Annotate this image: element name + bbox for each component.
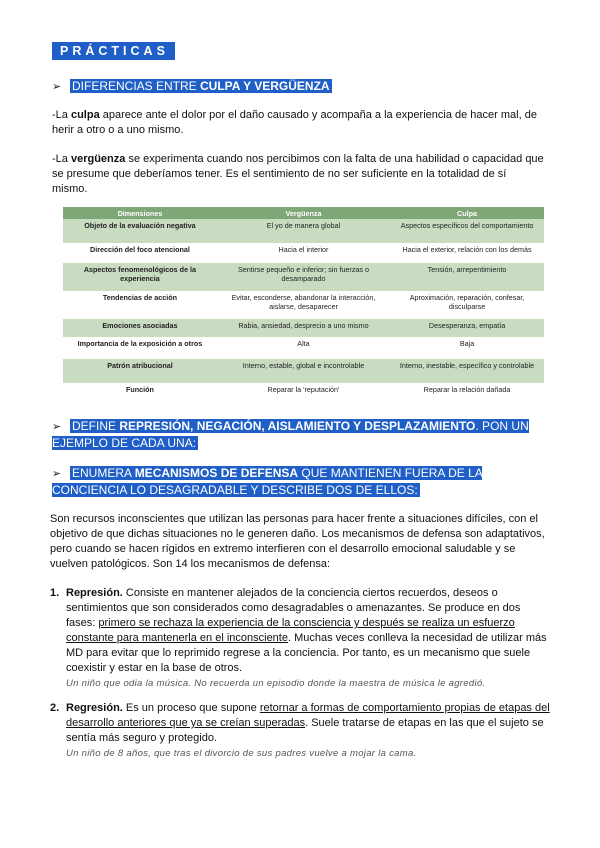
table-cell: Importancia de la exposición a otros — [63, 337, 217, 359]
heading-enumera-mecanismos — [52, 465, 557, 498]
header-verguenza: Vergüenza — [217, 207, 390, 219]
table-row — [63, 359, 544, 383]
example-text: Un niño de 8 años, que tras el divorcio de sus padres vuelve a mojar la cama. — [66, 748, 417, 759]
table-cell: Hacia el exterior, relación con los demás — [390, 243, 544, 263]
heading-define-mecanismos — [52, 418, 557, 451]
table-cell: Aspectos fenomenológicos de la experiencia — [63, 263, 217, 291]
text: -La — [52, 153, 71, 165]
header-dimensiones: Dimensiones — [63, 207, 217, 219]
heading-text: . PON UN EJEMPLO DE CADA UNA: — [52, 419, 529, 450]
heading-highlight — [52, 466, 482, 497]
table-cell: Reparar la 'reputación' — [217, 383, 390, 401]
table-cell: Desesperanza, empatía — [390, 319, 544, 337]
term-verguenza: vergüenza — [70, 153, 126, 165]
arrow-bullet-icon: ➢ — [52, 421, 62, 433]
text: Consiste en mantener alejados de la conciencia ciertos recuerdos, deseos o sentimientos que son considerados como desagradables o amenazantes. Se produce en dos fases: — [66, 587, 521, 629]
table-cell: Función — [63, 383, 217, 401]
list-number: 1. — [50, 587, 60, 599]
heading-text: DIFERENCIAS ENTRE — [72, 79, 201, 93]
underlined-text: retornar a formas de comportamiento propias de etapas del desarrollo anteriores que ya se creían superadas — [66, 702, 550, 729]
arrow-bullet-icon: ➢ — [52, 468, 62, 480]
table-row — [63, 383, 544, 401]
table-row — [63, 263, 544, 291]
table-cell: Interno, estable, global e incontrolable — [217, 359, 390, 383]
table-cell: Rabia, ansiedad, desprecio a uno mismo — [217, 319, 390, 337]
heading-culpa-verguenza — [52, 78, 552, 95]
example-text: Un niño que odia la música. No recuerda un episodio donde la maestra de música le agredió. — [66, 678, 486, 689]
table-cell: Emociones asociadas — [63, 319, 217, 337]
table-row — [63, 291, 544, 319]
table-row — [63, 219, 544, 243]
term-represion: Represión. — [66, 587, 123, 599]
term-regresion: Regresión. — [66, 702, 123, 714]
intro-paragraph: Son recursos inconscientes que utilizan las personas para hacer frente a situaciones difíciles, con el objetivo de que dichas situaciones no le generen daño. Los mecanismos de defensa son adaptativos, pero cuando se hacen rígidos en extremo interfieren con el desarrollo emocional saludable y se vuelven patológicos. Son 14 los mecanismos de defensa: — [50, 513, 545, 570]
heading-bold-text: MECANISMOS DE DEFENSA — [134, 466, 299, 480]
text: se experimenta cuando nos percibimos con la falta de una habilidad o capacidad que se presume que deberíamos tener. Es el sentimiento de no ser suficiente en la totalidad de sí mismo. — [52, 153, 544, 195]
table-row — [63, 243, 544, 263]
list-item — [50, 586, 550, 691]
table-cell: Baja — [390, 337, 544, 359]
text: Es un proceso que supone — [122, 702, 260, 714]
heading-text: ENUMERA — [72, 466, 135, 480]
heading-bold-text: REPRESIÓN, NEGACIÓN, AISLAMIENTO Y DESPLAZAMIENTO — [119, 419, 476, 433]
list-item-body — [66, 701, 550, 761]
list-number: 2. — [50, 702, 60, 714]
table-cell: Tensión, arrepentimiento — [390, 263, 544, 291]
text: -La — [52, 109, 71, 121]
table-cell: Evitar, esconderse, abandonar la interacción, aislarse, desaparecer — [217, 291, 390, 319]
table-header-row — [63, 207, 544, 219]
header-culpa: Culpa — [390, 207, 544, 219]
underlined-text: primero se rechaza la experiencia de la consciencia y después se realiza un esfuerzo constante para mantenerla en el inconsciente — [66, 617, 515, 644]
heading-text: DEFINE — [72, 419, 120, 433]
term-culpa: culpa — [70, 109, 100, 121]
table-row — [63, 337, 544, 359]
table-cell: Interno, inestable, específico y controlable — [390, 359, 544, 383]
page-title: PRÁCTICAS — [52, 42, 175, 60]
table-cell: Sentirse pequeño e inferior; sin fuerzas o desamparado — [217, 263, 390, 291]
table-cell: Dirección del foco atencional — [63, 243, 217, 263]
table-cell: Tendencias de acción — [63, 291, 217, 319]
list-item-body — [66, 586, 550, 691]
table-cell: Aproximación, reparación, confesar, disculparse — [390, 291, 544, 319]
text: . Muchas veces conlleva la necesidad de utilizar más MD para evitar que lo reprimido regrese a la conciencia. Por tanto, es un mecanismo que suele coexistir y estar en la base de otros. — [66, 632, 547, 674]
comparison-table — [63, 207, 544, 401]
heading-text: QUE MANTIENEN FUERA DE LA CONCIENCIA LO DESAGRADABLE Y DESCRIBE DOS DE ELLOS: — [52, 466, 483, 497]
table-cell: Alta — [217, 337, 390, 359]
paragraph-culpa — [52, 108, 544, 138]
text: . Suele tratarse de etapas en las que el sujeto se sentía más seguro y protegido. — [66, 717, 544, 744]
heading-highlight — [70, 79, 332, 93]
table-cell: Reparar la relación dañada — [390, 383, 544, 401]
table-row — [63, 319, 544, 337]
heading-highlight — [52, 419, 529, 450]
table-cell: Patrón atribucional — [63, 359, 217, 383]
table-cell: Hacia el interior — [217, 243, 390, 263]
list-item — [50, 701, 550, 761]
paragraph-verguenza — [52, 152, 544, 197]
table-cell: Aspectos específicos del comportamiento — [390, 219, 544, 243]
text: aparece ante el dolor por el daño causado y acompaña a la experiencia de hacer mal, de herir a otro o a uno mismo. — [52, 109, 537, 136]
arrow-bullet-icon: ➢ — [52, 81, 62, 93]
heading-bold-text: CULPA Y VERGÜENZA — [200, 79, 330, 93]
table-cell: El yo de manera global — [217, 219, 390, 243]
table-cell: Objeto de la evaluación negativa — [63, 219, 217, 243]
